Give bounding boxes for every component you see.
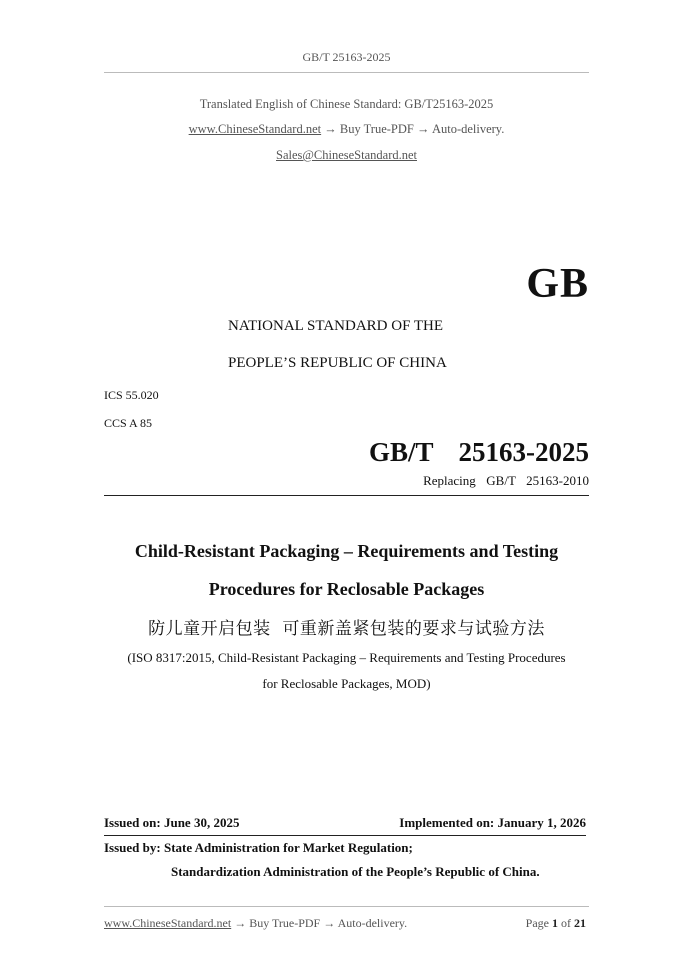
title-en-line2: Procedures for Reclosable Packages xyxy=(208,579,485,599)
promo-delivery-text: Auto-delivery. xyxy=(431,122,505,136)
arrow-right-icon: → xyxy=(234,916,247,930)
promo-buy-text: Buy True-PDF xyxy=(339,122,414,136)
sales-email-link[interactable]: Sales@ChineseStandard.net xyxy=(276,148,417,162)
page-of: of xyxy=(561,916,571,930)
gb-logo-mark: GB xyxy=(526,261,589,307)
national-standard-line2: PEOPLE’S REPUBLIC OF CHINA xyxy=(228,355,447,371)
footer-divider xyxy=(104,906,589,907)
national-standard-line1: NATIONAL STANDARD OF THE xyxy=(228,318,444,334)
running-header: GB/T 25163-2025 xyxy=(302,50,391,64)
ics-code: ICS 55.020 xyxy=(104,388,159,402)
arrow-right-icon: → xyxy=(323,916,336,930)
footer-site-link[interactable]: www.ChineseStandard.net xyxy=(104,916,232,930)
issue-divider xyxy=(104,835,586,836)
footer-delivery-text: Auto-delivery. xyxy=(337,916,408,930)
issued-on-date: Issued on: June 30, 2025 xyxy=(104,815,240,830)
iso-reference-line1: (ISO 8317:2015, Child-Resistant Packaging – Requirements and Testing Procedures xyxy=(127,650,566,665)
implemented-on-date: Implemented on: January 1, 2026 xyxy=(399,815,586,830)
issued-by-line2: Standardization Administration of the People’s Republic of China. xyxy=(171,864,540,879)
page-total: 21 xyxy=(574,916,586,930)
footer-promo xyxy=(104,916,407,931)
ccs-code: CCS A 85 xyxy=(104,416,153,430)
header-divider xyxy=(104,72,589,73)
sales-line xyxy=(0,148,693,163)
arrow-right-icon: → xyxy=(324,122,337,136)
standard-number: GB/T 25163-2025 xyxy=(368,437,589,467)
page-number xyxy=(526,916,586,931)
title-chinese: 防儿童开启包装 可重新盖紧包装的要求与试验方法 xyxy=(148,619,545,639)
site-link[interactable]: www.ChineseStandard.net xyxy=(188,122,322,136)
arrow-right-icon: → xyxy=(417,122,430,136)
footer-buy-text: Buy True-PDF xyxy=(249,916,321,930)
title-en-line1: Child-Resistant Packaging – Requirements and Testing xyxy=(134,541,559,561)
translation-note: Translated English of Chinese Standard: GB/T25163-2025 xyxy=(199,97,494,111)
page-label: Page xyxy=(525,916,549,930)
standard-divider xyxy=(104,495,589,496)
issued-by-line1: Issued by: State Administration for Market Regulation; xyxy=(104,840,413,855)
iso-reference-line2: for Reclosable Packages, MOD) xyxy=(262,676,431,691)
page-current: 1 xyxy=(552,916,558,930)
replacing-note: Replacing GB/T 25163-2010 xyxy=(423,473,589,488)
promo-line xyxy=(0,122,693,137)
